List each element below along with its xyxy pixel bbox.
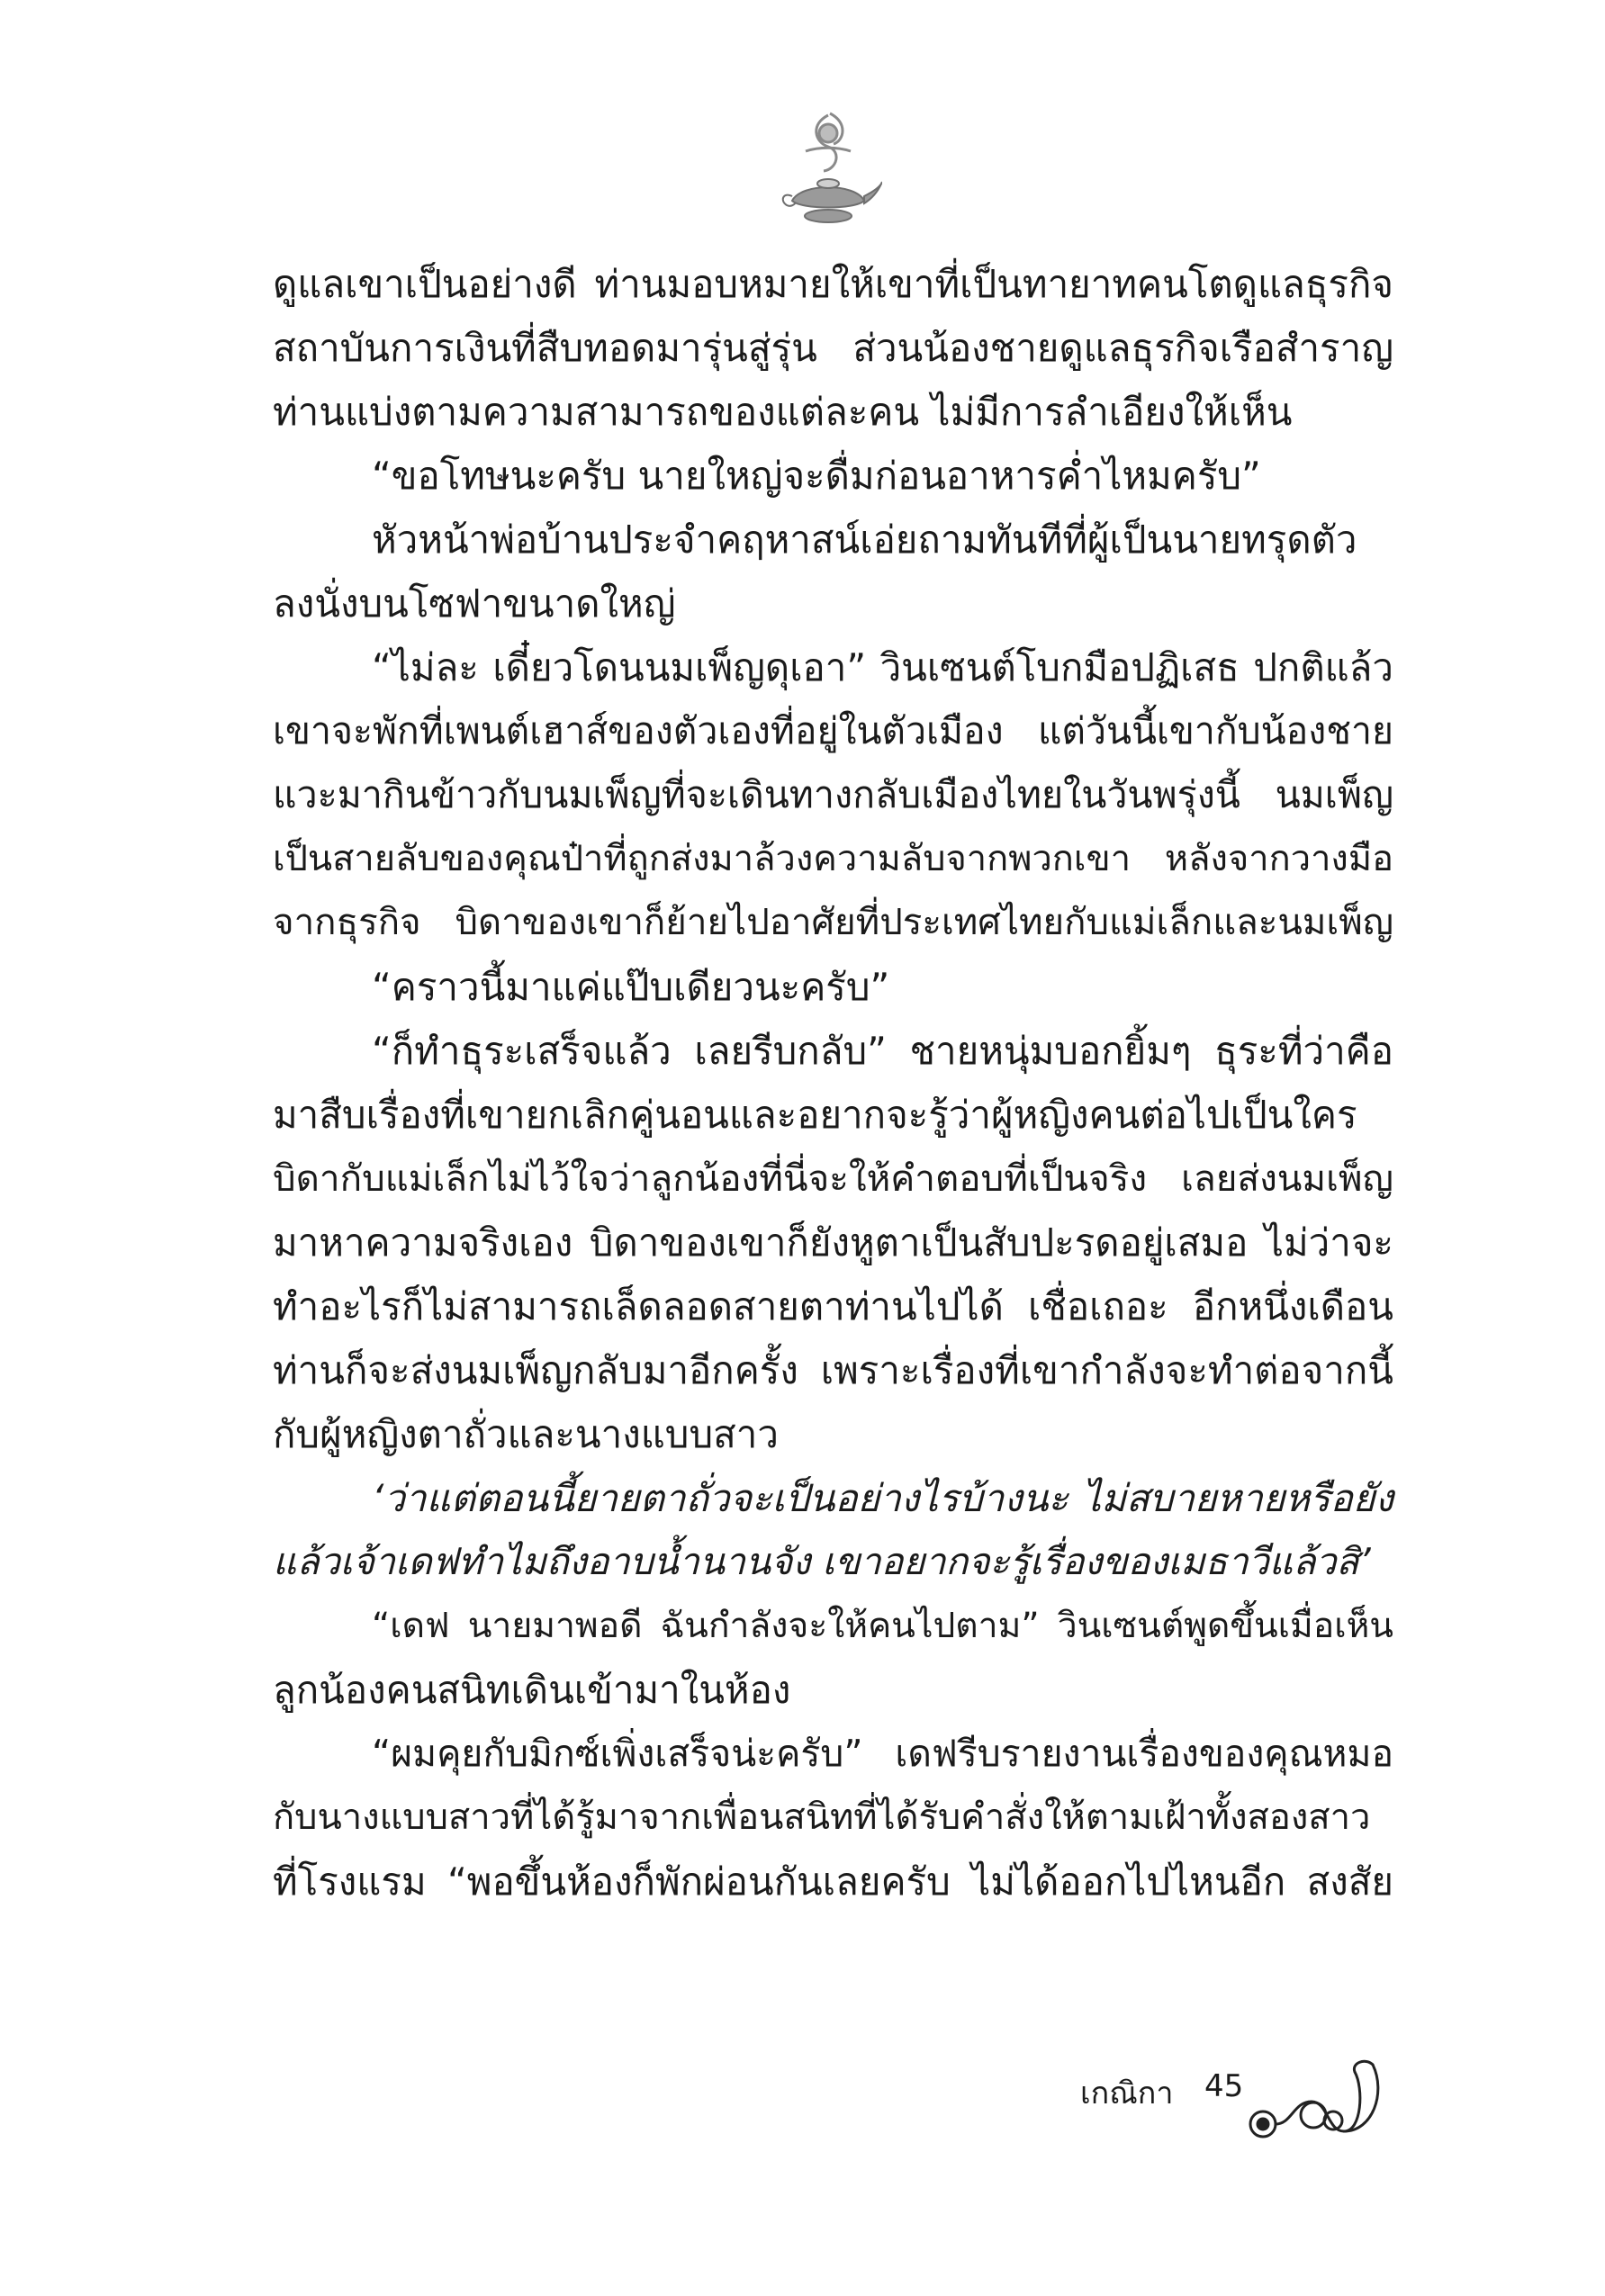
text-line: ท่านแบ่งตามความสามารถของแต่ละคน ไม่มีการลำเอียงให้เห็น [273, 390, 1293, 434]
text-line: มาหาความจริงเอง บิดาของเขาก็ยังหูตาเป็นสับปะรดอยู่เสมอ ไม่ว่าจะ [273, 1220, 1393, 1265]
text-line: ท่านก็จะส่งนมเพ็ญกลับมาอีกครั้ง เพราะเรื่องที่เขากำลังจะทำต่อจากนี้ [273, 1348, 1393, 1392]
text-line: จากธุรกิจ บิดาของเขาก็ย้ายไปอาศัยที่ประเทศไทยกับแม่เล็กและนมเพ็ญ [273, 902, 1393, 943]
text-line: ลงนั่งบนโซฟาขนาดใหญ่ [273, 581, 676, 626]
text-line: “คราวนี้มาแค่แป๊บเดียวนะครับ” [372, 965, 890, 1009]
page-footer [1080, 2052, 1440, 2151]
text-line: บิดากับแม่เล็กไม่ไว้ใจว่าลูกน้องที่นี่จะให้คำตอบที่เป็นจริง เลยส่งนมเพ็ญ [273, 1157, 1393, 1200]
text-line: แวะมากินข้าวกับนมเพ็ญที่จะเดินทางกลับเมืองไทยในวันพรุ่งนี้ นมเพ็ญ [273, 773, 1393, 816]
text-line: “ผมคุยกับมิกซ์เพิ่งเสร็จน่ะครับ” เดฟรีบรายงานเรื่องของคุณหมอ [372, 1732, 1393, 1775]
text-line: กับผู้หญิงตาถั่วและนางแบบสาว [273, 1412, 779, 1456]
stethoscope-icon [1238, 2052, 1400, 2147]
book-title: เกณิกา [1080, 2075, 1174, 2111]
text-line: ดูแลเขาเป็นอย่างดี ท่านมอบหมายให้เขาที่เป็นทายาทคนโตดูแลธุรกิจ [273, 262, 1393, 306]
text-line: ลูกน้องคนสนิทเดินเข้ามาในห้อง [273, 1668, 791, 1712]
text-line: ที่โรงแรม “พอขึ้นห้องก็พักผ่อนกันเลยครับ ไม่ได้ออกไปไหนอีก สงสัย [273, 1859, 1393, 1904]
text-line: เป็นสายลับของคุณป๋าที่ถูกส่งมาล้วงความลับจากพวกเขา หลังจากวางมือ [273, 838, 1393, 879]
text-line: “ไม่ละ เดี๋ยวโดนนมเพ็ญดุเอา” วินเซนต์โบกมือปฏิเสธ ปกติแล้ว [372, 645, 1393, 689]
text-line: สถาบันการเงินที่สืบทอดมารุ่นสู่รุ่น ส่วนน้องชายดูแลธุรกิจเรือสำราญ [273, 326, 1393, 370]
text-line: ทำอะไรก็ไม่สามารถเล็ดลอดสายตาท่านไปได้ เชื่อเถอะ อีกหนึ่งเดือน [273, 1284, 1393, 1328]
text-line: แล้วเจ้าเดฟทำไมถึงอาบน้ำนานจัง เขาอยากจะรู้เรื่องของเมธาวีแล้วสิ’ [273, 1540, 1371, 1583]
text-line: ‘ว่าแต่ตอนนี้ยายตาถั่วจะเป็นอย่างไรบ้างนะ ไม่สบายหายหรือยัง [372, 1476, 1393, 1520]
text-line: หัวหน้าพ่อบ้านประจำคฤหาสน์เอ่ยถามทันทีที่ผู้เป็นนายทรุดตัว [372, 518, 1357, 562]
text-line: มาสืบเรื่องที่เขายกเลิกคู่นอนและอยากจะรู้ว่าผู้หญิงคนต่อไปเป็นใคร [273, 1093, 1357, 1137]
text-line: “ขอโทษนะครับ นายใหญ่จะดื่มก่อนอาหารค่ำไหมครับ” [372, 454, 1261, 498]
text-line: “ก็ทำธุระเสร็จแล้ว เลยรีบกลับ” ชายหนุ่มบอกยิ้มๆ ธุระที่ว่าคือ [372, 1029, 1393, 1073]
body-text [273, 252, 1393, 1913]
text-line: เขาจะพักที่เพนต์เฮาส์ของตัวเองที่อยู่ในตัวเมือง แต่วันนี้เขากับน้องชาย [273, 709, 1393, 752]
text-line: กับนางแบบสาวที่ได้รู้มาจากเพื่อนสนิทที่ได้รับคำสั่งให้ตามเฝ้าทั้งสองสาว [273, 1796, 1371, 1838]
magic-lamp-icon [774, 106, 882, 232]
page-number: 45 [1204, 2068, 1244, 2104]
text-line: “เดฟ นายมาพอดี ฉันกำลังจะให้คนไปตาม” วินเซนต์พูดขึ้นเมื่อเห็น [372, 1606, 1393, 1646]
